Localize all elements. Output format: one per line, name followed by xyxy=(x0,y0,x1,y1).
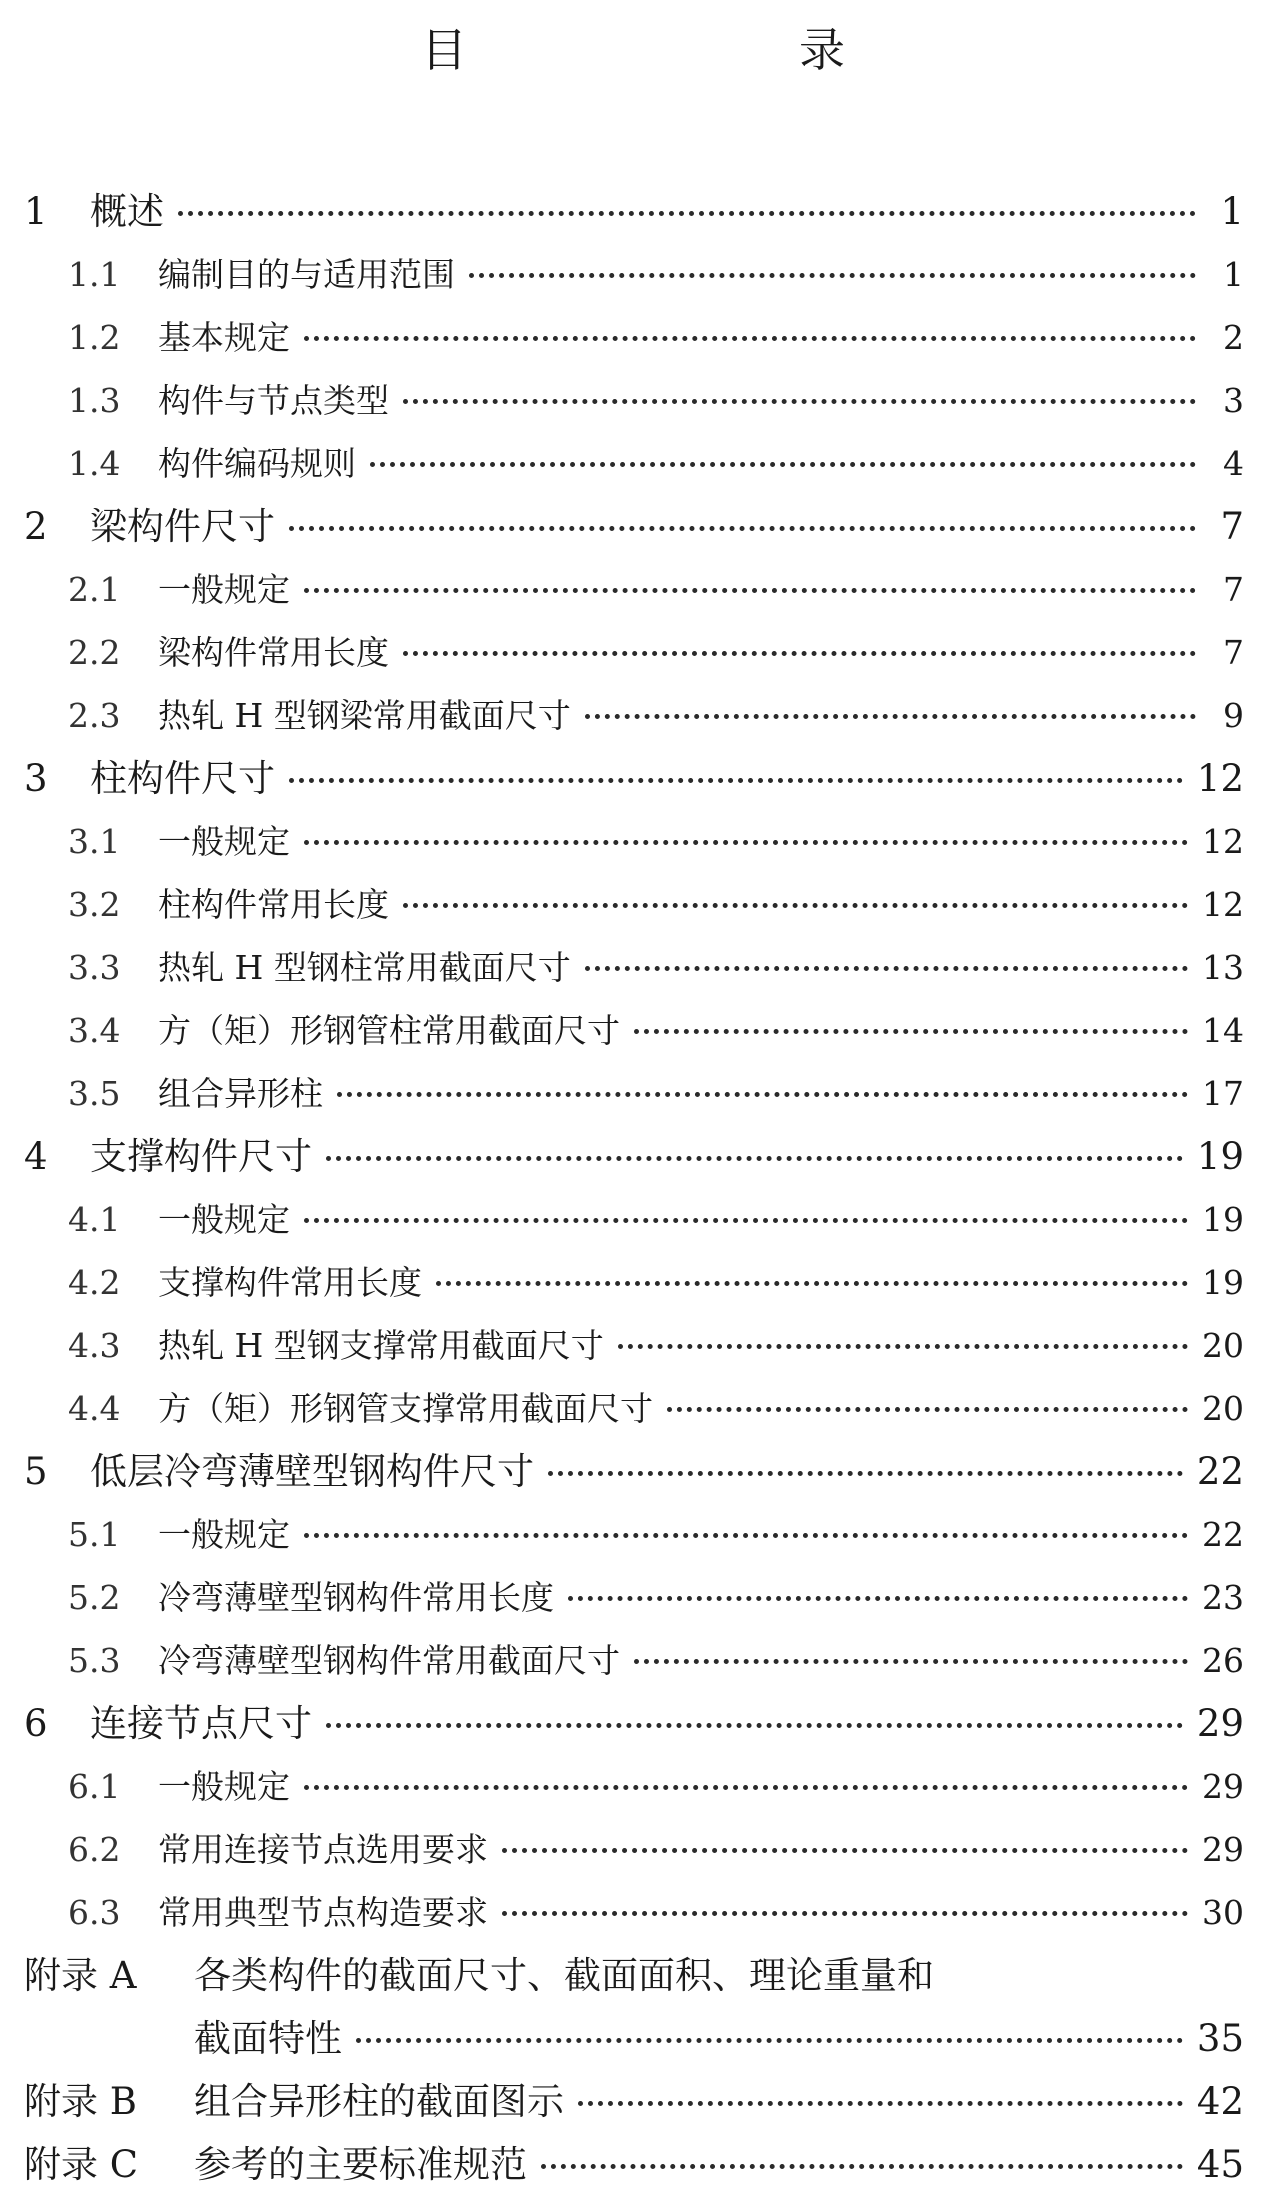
dot-leader xyxy=(634,1659,1188,1664)
entry-title: 基本规定 xyxy=(158,318,290,357)
entry-number: 3.5 xyxy=(68,1074,121,1113)
dot-leader xyxy=(618,1344,1188,1349)
toc-entry-section[interactable] xyxy=(24,432,1244,495)
toc-entry-section[interactable] xyxy=(24,558,1244,621)
toc-entry-section[interactable] xyxy=(24,1314,1244,1377)
entry-number: 附录 A xyxy=(24,1954,137,1997)
entry-title: 柱构件尺寸 xyxy=(90,757,275,800)
page-number: 19 xyxy=(1202,1263,1244,1302)
toc-entry-section[interactable] xyxy=(24,873,1244,936)
page-number: 3 xyxy=(1223,381,1244,420)
toc-entry-section[interactable] xyxy=(24,1629,1244,1692)
entry-title: 编制目的与适用范围 xyxy=(158,255,455,294)
entry-title: 支撑构件尺寸 xyxy=(90,1135,312,1178)
dot-leader xyxy=(326,1156,1183,1161)
entry-number: 5.1 xyxy=(68,1515,121,1554)
entry-title: 组合异形柱的截面图示 xyxy=(194,2080,564,2123)
dot-leader xyxy=(568,1596,1188,1601)
entry-number: 3.4 xyxy=(68,1011,121,1050)
entry-title: 参考的主要标准规范 xyxy=(194,2143,527,2186)
dot-leader xyxy=(304,588,1196,593)
toc-entry-section[interactable] xyxy=(24,1503,1244,1566)
page-number: 9 xyxy=(1223,696,1244,735)
dot-leader xyxy=(502,1911,1188,1916)
page-number: 23 xyxy=(1202,1578,1244,1617)
entry-number: 4.1 xyxy=(68,1200,121,1239)
entry-title: 常用典型节点构造要求 xyxy=(158,1893,488,1932)
dot-leader xyxy=(289,526,1196,531)
toc-entry-chapter[interactable] xyxy=(24,1692,1244,1755)
page-number: 26 xyxy=(1202,1641,1244,1680)
entry-number: 4 xyxy=(24,1135,48,1178)
entry-number: 1 xyxy=(24,190,48,233)
dot-leader xyxy=(304,1218,1188,1223)
entry-title: 一般规定 xyxy=(158,570,290,609)
page-number: 22 xyxy=(1196,1450,1244,1493)
entry-number: 5 xyxy=(24,1450,48,1493)
toc-entry-section[interactable] xyxy=(24,621,1244,684)
toc-entry-section[interactable] xyxy=(24,1188,1244,1251)
page-number: 22 xyxy=(1202,1515,1244,1554)
entry-number: 4.2 xyxy=(68,1263,121,1302)
entry-number: 附录 B xyxy=(24,2080,137,2123)
dot-leader xyxy=(585,966,1188,971)
entry-number: 6.2 xyxy=(68,1830,121,1869)
entry-title: 热轧 H 型钢柱常用截面尺寸 xyxy=(158,948,571,987)
toc-entry-chapter[interactable] xyxy=(24,1125,1244,1188)
entry-number: 2.3 xyxy=(68,696,121,735)
entry-title: 一般规定 xyxy=(158,1515,290,1554)
dot-leader xyxy=(548,1471,1183,1476)
page-number: 20 xyxy=(1202,1389,1244,1428)
dot-leader xyxy=(469,273,1196,278)
entry-title: 构件与节点类型 xyxy=(158,381,389,420)
page-number: 7 xyxy=(1220,505,1244,548)
toc-entry-chapter[interactable] xyxy=(24,747,1244,810)
entry-title: 冷弯薄壁型钢构件常用截面尺寸 xyxy=(158,1641,620,1680)
entry-number: 附录 C xyxy=(24,2143,139,2186)
entry-number: 4.3 xyxy=(68,1326,121,1365)
entry-number: 1.1 xyxy=(68,255,121,294)
entry-number: 3 xyxy=(24,757,48,800)
entry-number: 6 xyxy=(24,1702,48,1745)
dot-leader xyxy=(337,1092,1188,1097)
page-number: 13 xyxy=(1202,948,1244,987)
dot-leader xyxy=(304,336,1196,341)
page-number: 4 xyxy=(1223,444,1244,483)
dot-leader xyxy=(370,462,1196,467)
toc-entry-section[interactable] xyxy=(24,306,1244,369)
entry-title: 一般规定 xyxy=(158,1767,290,1806)
entry-number: 1.2 xyxy=(68,318,121,357)
page-title: 目 录 xyxy=(421,23,925,77)
entry-title: 构件编码规则 xyxy=(158,444,356,483)
toc-entry-section[interactable] xyxy=(24,936,1244,999)
entry-title: 概述 xyxy=(90,190,164,233)
page-number: 2 xyxy=(1223,318,1244,357)
page-number: 35 xyxy=(1196,2017,1244,2060)
page-number: 1 xyxy=(1223,255,1244,294)
toc-entry-section[interactable] xyxy=(24,1881,1244,1944)
page-number: 12 xyxy=(1202,822,1244,861)
dot-leader xyxy=(403,651,1196,656)
entry-title: 各类构件的截面尺寸、截面面积、理论重量和 xyxy=(194,1954,934,1997)
page-number: 30 xyxy=(1202,1893,1244,1932)
toc-entry-section[interactable] xyxy=(24,999,1244,1062)
dot-leader xyxy=(541,2164,1183,2169)
toc-entry-section[interactable] xyxy=(24,1062,1244,1125)
toc-entry-appendix[interactable] xyxy=(24,2133,1244,2196)
page-number: 45 xyxy=(1196,2143,1244,2186)
entry-number: 4.4 xyxy=(68,1389,121,1428)
page-number: 29 xyxy=(1202,1830,1244,1869)
toc-entry-appendix[interactable] xyxy=(24,1944,1244,2007)
entry-title: 冷弯薄壁型钢构件常用长度 xyxy=(158,1578,554,1617)
toc-entry-appendix[interactable] xyxy=(24,2070,1244,2133)
dot-leader xyxy=(304,840,1188,845)
dot-leader xyxy=(634,1029,1188,1034)
entry-title: 梁构件尺寸 xyxy=(90,505,275,548)
dot-leader xyxy=(326,1723,1183,1728)
dot-leader xyxy=(178,211,1196,216)
toc-entry-section[interactable] xyxy=(24,684,1244,747)
page-number: 19 xyxy=(1196,1135,1244,1178)
entry-number: 2 xyxy=(24,505,48,548)
toc-entry-chapter[interactable] xyxy=(24,495,1244,558)
page-number: 7 xyxy=(1223,633,1244,672)
page-number: 1 xyxy=(1220,190,1244,233)
toc-entry-section[interactable] xyxy=(24,1566,1244,1629)
dot-leader xyxy=(403,399,1196,404)
toc-entry-chapter[interactable] xyxy=(24,1440,1244,1503)
page-number: 14 xyxy=(1202,1011,1244,1050)
page-number: 42 xyxy=(1196,2080,1244,2123)
toc-entry-section[interactable] xyxy=(24,243,1244,306)
entry-title: 柱构件常用长度 xyxy=(158,885,389,924)
entry-number: 2.1 xyxy=(68,570,121,609)
entry-title: 一般规定 xyxy=(158,822,290,861)
toc-entry-section[interactable] xyxy=(24,1818,1244,1881)
dot-leader xyxy=(667,1407,1188,1412)
entry-title: 热轧 H 型钢梁常用截面尺寸 xyxy=(158,696,571,735)
dot-leader xyxy=(304,1785,1188,1790)
entry-title: 常用连接节点选用要求 xyxy=(158,1830,488,1869)
toc-entry-section[interactable] xyxy=(24,1251,1244,1314)
entry-number: 5.2 xyxy=(68,1578,121,1617)
page-number: 20 xyxy=(1202,1326,1244,1365)
page-number: 17 xyxy=(1202,1074,1244,1113)
entry-title: 连接节点尺寸 xyxy=(90,1702,312,1745)
entry-number: 6.1 xyxy=(68,1767,121,1806)
entry-title: 一般规定 xyxy=(158,1200,290,1239)
toc-entry-section[interactable] xyxy=(24,810,1244,873)
table-of-contents xyxy=(24,180,1244,2196)
dot-leader xyxy=(304,1533,1188,1538)
page-number: 7 xyxy=(1223,570,1244,609)
entry-title: 梁构件常用长度 xyxy=(158,633,389,672)
entry-title: 方（矩）形钢管支撑常用截面尺寸 xyxy=(158,1389,653,1428)
entry-title: 方（矩）形钢管柱常用截面尺寸 xyxy=(158,1011,620,1050)
entry-number: 5.3 xyxy=(68,1641,121,1680)
page-number: 12 xyxy=(1202,885,1244,924)
entry-number: 3.2 xyxy=(68,885,121,924)
page-number: 29 xyxy=(1202,1767,1244,1806)
entry-number: 2.2 xyxy=(68,633,121,672)
toc-entry-section[interactable] xyxy=(24,1377,1244,1440)
toc-entry-chapter[interactable] xyxy=(24,180,1244,243)
dot-leader xyxy=(289,778,1183,783)
dot-leader xyxy=(502,1848,1188,1853)
entry-title: 支撑构件常用长度 xyxy=(158,1263,422,1302)
entry-title: 热轧 H 型钢支撑常用截面尺寸 xyxy=(158,1326,604,1365)
dot-leader xyxy=(356,2038,1183,2043)
entry-number: 1.3 xyxy=(68,381,121,420)
entry-number: 3.1 xyxy=(68,822,121,861)
dot-leader xyxy=(585,714,1196,719)
toc-entry-appendix-continued[interactable] xyxy=(24,2007,1244,2070)
page-number: 19 xyxy=(1202,1200,1244,1239)
page-number: 29 xyxy=(1196,1702,1244,1745)
toc-entry-section[interactable] xyxy=(24,1755,1244,1818)
entry-title: 组合异形柱 xyxy=(158,1074,323,1113)
entry-number: 1.4 xyxy=(68,444,121,483)
toc-entry-section[interactable] xyxy=(24,369,1244,432)
dot-leader xyxy=(578,2101,1183,2106)
dot-leader xyxy=(403,903,1188,908)
entry-title-continued: 截面特性 xyxy=(194,2017,342,2060)
entry-number: 6.3 xyxy=(68,1893,121,1932)
dot-leader xyxy=(436,1281,1188,1286)
page-number: 12 xyxy=(1196,757,1244,800)
entry-number: 3.3 xyxy=(68,948,121,987)
entry-title: 低层冷弯薄壁型钢构件尺寸 xyxy=(90,1450,534,1493)
